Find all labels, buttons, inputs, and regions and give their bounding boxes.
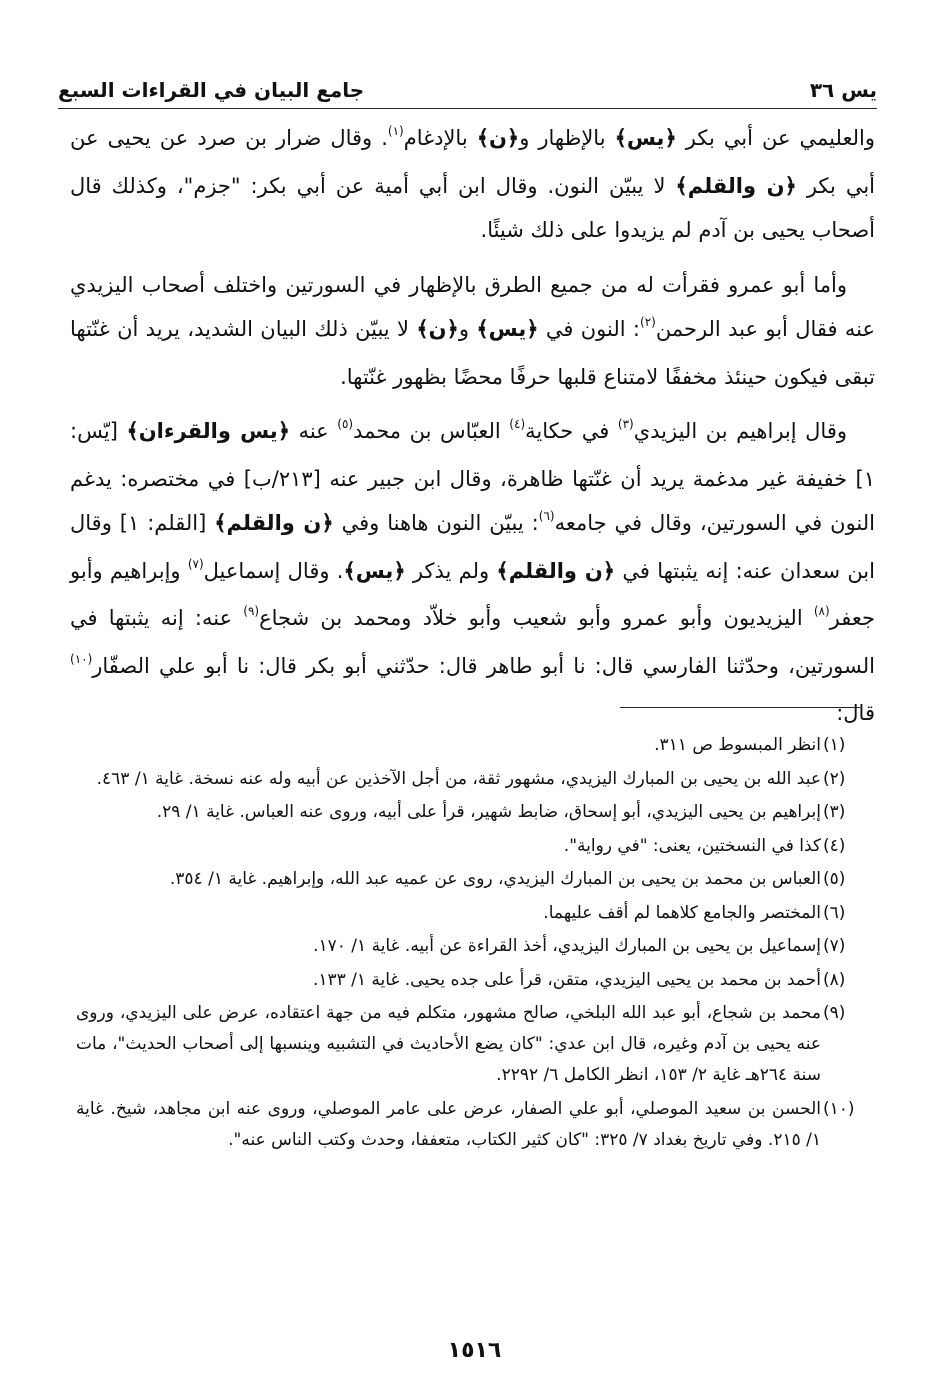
text-segment: عنه: إنه يثبتها في السورتين، وحدّثنا الفارسي قال: نا أبو طاهر قال: حدّثني أبو بكر قال: نا أبو علي الصفّار [70, 606, 875, 678]
text-segment: بالإظهار و [519, 126, 615, 150]
footnote-number: (٥) [823, 869, 846, 889]
footnote-text: الحسن بن سعيد الموصلي، أبو علي الصفار، عرض على عامر الموصلي، وروى عنه ابن مجاهد، شيخ. غاية ١/ ٢١٥. وفي تاريخ بغداد ٧/ ٣٢٥: "كان كثير الكتاب، متعففا، وحدث وكتب الناس عنه". [76, 1098, 821, 1150]
text-segment: بالإدغام [403, 126, 477, 150]
footnote [76, 730, 846, 761]
footnote-ref: (٢) [640, 315, 656, 329]
main-text [70, 116, 875, 736]
footnote [76, 898, 846, 929]
running-header [58, 62, 877, 109]
footnote [76, 965, 846, 996]
footnote-number: (٧) [823, 936, 846, 956]
footnote [76, 998, 846, 1091]
footnote-number: (٨) [823, 969, 846, 990]
footnote-number: (٣) [823, 802, 846, 822]
footnote [76, 1094, 855, 1156]
quranic-quote: ﴿ن والقلم﴾ [496, 558, 616, 583]
footnote [76, 764, 846, 795]
quranic-quote: ﴿يس﴾ [343, 558, 406, 583]
quranic-quote: ﴿ن والقلم﴾ [675, 173, 797, 198]
text-segment: عنه [290, 419, 338, 443]
header-surah-title: يس ٣٦ [809, 78, 877, 102]
footnote [76, 831, 846, 862]
paragraph [70, 116, 875, 253]
text-segment: . وقال ضرار بن صرد عن يحيى عن أبي بكر [70, 126, 876, 198]
text-segment: . وقال إسماعيل [203, 558, 344, 583]
footnote [76, 931, 846, 962]
text-segment: ولم يذكر [405, 558, 497, 583]
footnote-number: (٦) [823, 902, 846, 923]
footnote-text: كذا في النسختين، يعنى: "في رواية". [563, 835, 821, 856]
footnote-ref: (٣) [617, 417, 634, 431]
footnote-number: (١) [823, 735, 846, 755]
footnote-text: انظر المبسوط ص ٣١١. [654, 735, 821, 755]
text-segment: [يّس: ١] خفيفة غير مدغمة يريد أن غنّتها ظاهرة، وقال ابن جبير عنه [٢١٣/ب] في مختصره: يدغم النون في السورتين، وقال في جامعه [70, 419, 876, 535]
quranic-quote: ﴿ن والقلم﴾ [214, 511, 334, 535]
text-segment: [القلم: ١] وقال ابن سعدان عنه: إنه يثبتها في [70, 511, 875, 583]
quranic-quote: ﴿يس﴾ [476, 317, 539, 341]
quranic-quote: ﴿يس﴾ [614, 126, 677, 150]
footnote-ref: (٧) [187, 556, 204, 571]
text-segment: اليزيديون وأبو عمرو وأبو شعيب وأبو خلاّد ومحمد بن شجاع [259, 606, 814, 630]
text-segment: لا يبيّن النون. وقال ابن أبي أمية عن أبي بكر: "جزم"، وكذلك قال أصحاب يحيى بن آدم لم يزيدوا على ذلك شيئًا. [70, 173, 875, 242]
footnote-ref: (٥) [337, 417, 354, 431]
footnote-ref: (٤) [509, 417, 526, 431]
text-segment: : يبيّن النون هاهنا وفي [333, 511, 539, 535]
footnote [76, 864, 846, 895]
header-book-title: جامع البيان في القراءات السبع [58, 78, 365, 102]
quranic-quote: ﴿يس والقرءان﴾ [126, 419, 290, 443]
text-segment: في حكاية [525, 419, 618, 443]
text-segment: قال: [836, 701, 875, 725]
footnote-ref: (٨) [813, 604, 830, 618]
footnote-number: (٢) [823, 768, 846, 789]
footnote-ref: (٩) [243, 604, 260, 618]
text-segment: لا يبيّن ذلك البيان الشديد، يريد أن غنّتها تبقى فيكون حينئذ مخففًا لامتناع قلبها حرفًا محضًا بظهور غنّتها. [70, 317, 875, 389]
footnote-ref: (١٠) [70, 651, 93, 666]
text-segment: والعليمي عن أبي بكر [676, 126, 875, 150]
footnote-text: العباس بن محمد بن يحيى بن المبارك اليزيدي، روى عن عميه عبد الله، وإبراهيم. غاية ١/ ٣٥٤. [169, 869, 821, 889]
footnote-text: عبد الله بن يحيى بن المبارك اليزيدي، مشهور ثقة، من أجل الآخذين عن أبيه وله عنه نسخة. غاية ١/ ٤٦٣. [96, 768, 821, 789]
footnote-text: محمد بن شجاع، أبو عبد الله البلخي، صالح مشهور، متكلم فيه من جهة اعتقاده، عرض على اليزيدي، وروى عنه يحيى بن آدم وغيره، قال ابن عدي: "كان يضع الأحاديث في التشبيه وينسبها إلى أصحاب الحديث"، مات سنة ٢٦٤هـ غاية ٢/ ١٥٣، انظر الكامل ٦/ ٢٢٩٢. [76, 1003, 821, 1085]
footnote-text: المختصر والجامع كلاهما لم أقف عليهما. [543, 902, 821, 923]
footnote-separator [620, 707, 860, 708]
footnote-ref: (٦) [538, 509, 555, 523]
footnote-number: (١٠) [823, 1098, 855, 1119]
text-segment: وأما أبو عمرو فقرأت له من جميع الطرق بالإظهار في السورتين واختلف أصحاب اليزيدي عنه فقال أبو عبد الرحمن [70, 272, 875, 341]
page-number: ١٥١٦ [447, 1338, 502, 1363]
footnote-text: أحمد بن محمد بن يحيى اليزيدي، متقن، قرأ على جده يحيى. غاية ١/ ١٣٣. [312, 969, 821, 990]
footnote-number: (٤) [823, 835, 846, 856]
quranic-quote: ﴿ن﴾ [416, 317, 459, 341]
paragraph [70, 409, 875, 736]
footnotes [76, 730, 855, 1158]
footnote [76, 797, 846, 828]
text-segment: و [458, 317, 477, 341]
footnote-number: (٩) [823, 1003, 846, 1023]
footnote-text: إبراهيم بن يحيى اليزيدي، أبو إسحاق، ضابط شهير، قرأ على أبيه، وروى عنه العباس. غاية ١/ ٢٩. [156, 802, 821, 822]
text-segment: : النون في [538, 317, 641, 341]
text-segment: وقال إبراهيم بن اليزيدي [633, 419, 847, 443]
footnote-ref: (١) [387, 124, 404, 138]
footnote-text: إسماعيل بن يحيى بن المبارك اليزيدي، أخذ القراءة عن أبيه. غاية ١/ ١٧٠. [313, 936, 821, 956]
quranic-quote: ﴿ن﴾ [476, 126, 520, 150]
paragraph [70, 263, 875, 400]
text-segment: وإبراهيم وأبو جعفر [70, 558, 875, 630]
text-segment: العبّاس بن محمد [353, 419, 510, 443]
